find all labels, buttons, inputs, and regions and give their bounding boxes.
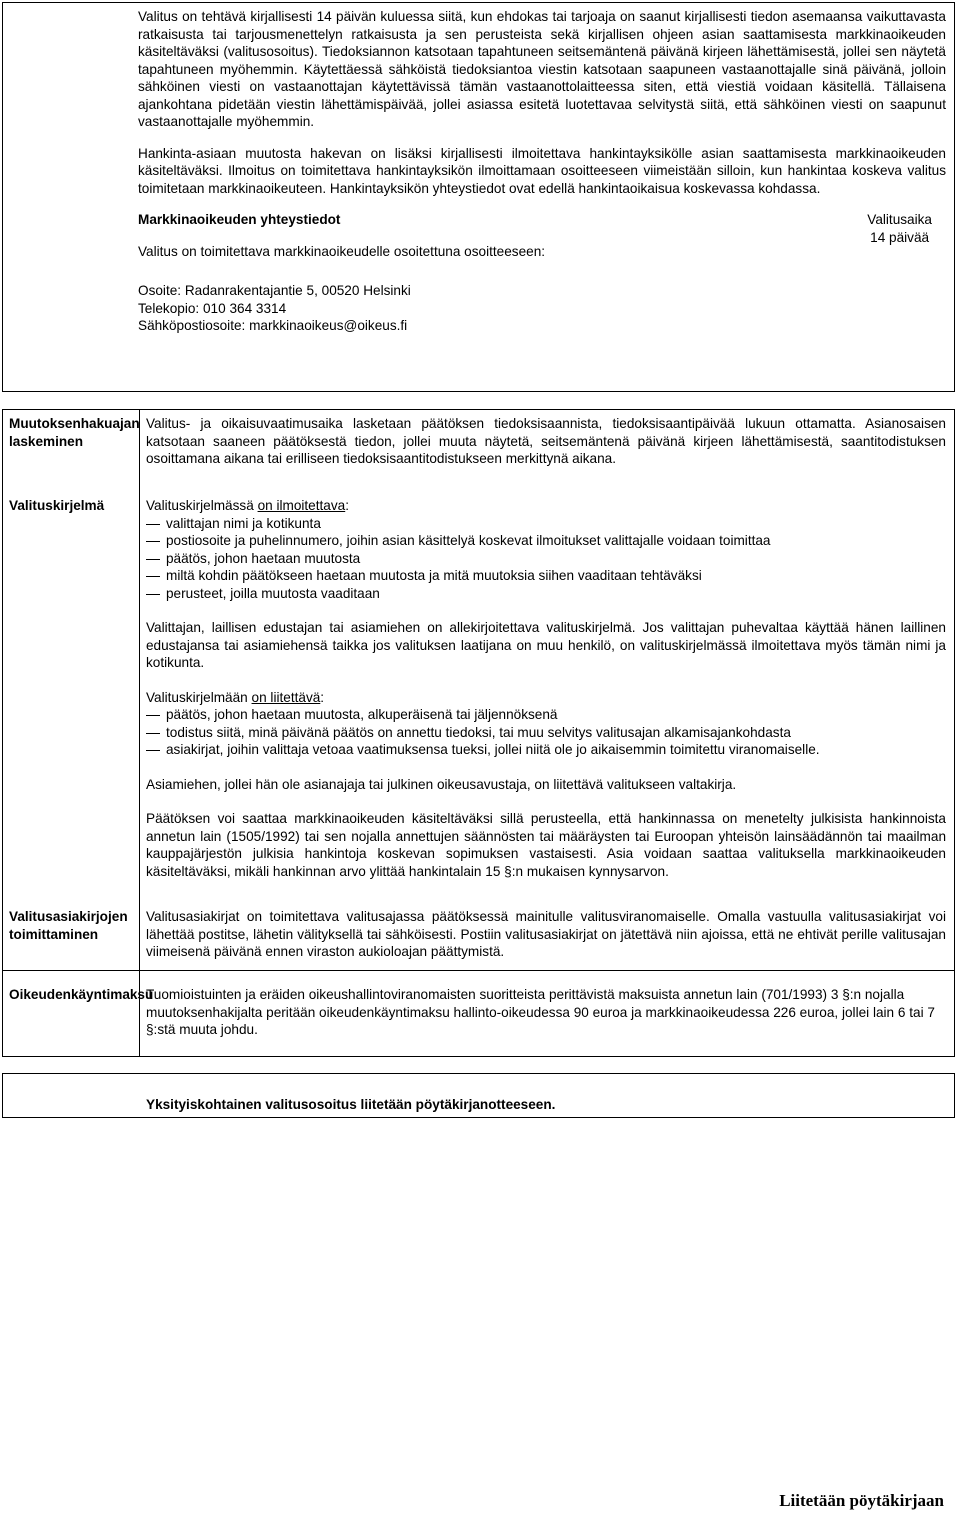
appeal-paragraph-2: Hankinta-asiaan muutosta hakevan on lisäksi kirjallisesti ilmoitettava hankintayksikölle asian saattamisesta markkinaoikeuden käsiteltäväksi. Ilmoitus on toimitettava hankintayksikön ilmoittamaan osoitteeseen viimeistään silloin, kun hankintaa koskeva valitus toimitetaan markkinaoikeuteen. Hankintayksikön yhteystiedot ovat edellä hankintaoikaisua koskevassa kohdassa. [138,145,946,196]
list-item: asiakirjat, joihin valittaja vetoaa vaatimuksensa tueksi, jollei niitä ole jo aikaisemmin toimitettu viranomaiselle. [146,741,946,759]
row-text-delivery: Valitusasiakirjat on toimitettava valitusajassa päätöksessä mainitulle valitusviranomaiselle. Omalla vastuulla valitusasiakirjat voi lähettää postitse, lähetin välityksellä tai sähköisesti. Postiin valitusasiakirjat on jätettävä niin ajoissa, että ne ehtivät perille valitusajan viimeisenä päivänä ennen viraston aukioloajan päättymistä. [146,909,946,959]
note-text: Yksityiskohtainen valitusosoitus liitetään pöytäkirjanotteeseen. [146,1097,556,1112]
letter-items-list [146,515,946,603]
list-item: miltä kohdin päätökseen haetaan muutosta ja mitä muutoksia siihen vaaditaan tehtäväksi [146,567,946,585]
appeal-paragraph-1: Valitus on tehtävä kirjallisesti 14 päivän kuluessa siitä, kun ehdokas tai tarjoaja on saanut kirjallisesti tiedon asemaansa vaikuttavasta ratkaisusta tai tarjousmenettelyn ratkaisusta ja sen perusteista sekä kirjallisen ohjeen asian saattamisesta markkinaoikeuden käsiteltäväksi (valitusosoitus). Tiedoksiannon katsotaan tapahtuneen seitsemäntenä päivänä kirjeen lähettämisestä, jollei sen näytetä tapahtuneen myöhemmin. Käytettäessä sähköistä tiedoksiantoa viestin katsotaan saapuneen vastaanottajalle sinä päivänä, jolloin sähköinen viesti on vastaanottajan käytettävissä tämän vastaanottolaitteessa siten, että viestiä voidaan käsitellä. Tällaisena ajankohtana pidetään viestin lähettämispäivää, jollei asiassa esitetä luotettavaa selvitystä siitä, että sähköinen viesti on saapunut vastaanottajalle myöhemmin. [138,9,946,129]
letter-grounds-text: Päätöksen voi saattaa markkinaoikeuden käsiteltäväksi sillä perusteella, että hankinnassa on menetelty julkisista hankinnoista annetun lain (1505/1992) tai sen nojalla annettujen säännösten tai määräysten tai Euroopan yhteisön lainsäädännön tai maailman kauppajärjestön julkisia hankintoja koskevan sopimuksen vastaisesti. Asia voidaan saattaa valituksella markkinaoikeuden käsiteltäväksi, mikäli hankinnan arvo ylittää hankintalain 15 §:n mukaisen kynnysarvon. [146,811,946,879]
fax-line: Telekopio: 010 364 3314 [138,300,287,316]
letter-attach-intro-a: Valituskirjelmään [146,689,252,705]
footer-text: Liitetään pöytäkirjaan [779,1491,944,1510]
letter-items-intro-u: on ilmoitettava [257,498,346,513]
letter-attach-intro-b: : [320,689,325,705]
list-item: perusteet, joilla muutosta vaaditaan [146,585,946,603]
list-item: päätös, johon haetaan muutosta [146,550,946,568]
deadline-label: Valitusaika [867,212,932,227]
contact-intro: Valitus on toimitettava markkinaoikeudelle osoitettuna osoitteeseen: [138,243,546,259]
appeal-content [138,8,946,335]
letter-attachments-list [146,706,946,759]
row-text-calc: Valitus- ja oikaisuvaatimusaika lasketaan päätöksen tiedoksisaannista, tiedoksisaantipäivää lukuun ottamatta. Asianosaisen katsotaan saaneen päätöksestä tiedon, jollei muuta näytetä, seitsemäntenä päivänä kirjeen lähettämisestä, saantitodistuksen osoittamana aikana tai erilliseen tiedoksisaantitodistukseen merkittynä aikana. [146,416,946,466]
list-item: päätös, johon haetaan muutosta, alkuperäisenä tai jäljennöksenä [146,706,946,724]
address-line: Osoite: Radanrakentajantie 5, 00520 Helsinki [138,283,411,298]
row-label-calc: Muutoksenhakuajan laskeminen [9,416,140,449]
row-label-letter: Valituskirjelmä [9,498,105,513]
row-label-fee: Oikeudenkäyntimaksu [9,987,154,1002]
row-label-delivery: Valitusasiakirjojen toimittaminen [9,909,128,942]
letter-attach-intro [146,689,946,707]
appeal-section [2,2,955,392]
list-item: postiosoite ja puhelinnumero, joihin asian käsittelyä koskevat ilmoitukset valittajalle voidaan toimittaa [146,532,946,550]
list-item: todistus siitä, minä päivänä päätös on annettu tiedoksi, tai muu selvitys valitusajan alkamisajankohdasta [146,724,946,742]
address-block [138,282,946,335]
letter-items-intro [146,497,946,515]
email-line: Sähköpostiosoite: markkinaoikeus@oikeus.fi [138,318,408,333]
row-divider [3,970,954,971]
instructions-table [2,409,955,1057]
row-content-letter [146,497,946,880]
contact-block [138,211,946,260]
deadline-value: 14 päivää [870,229,930,245]
list-item: valittajan nimi ja kotikunta [146,515,946,533]
contact-left [138,211,758,260]
letter-items-intro-b: : [345,498,349,513]
letter-proxy-text: Asiamiehen, jollei hän ole asianajaja tai julkinen oikeusavustaja, on liitettävä valitukseen valtakirja. [146,776,737,792]
deadline-block [867,211,932,246]
row-text-fee: Tuomioistuinten ja eräiden oikeushallintoviranomaisten suoritteista perittävistä maksuista annetun lain (701/1993) 3 §:n nojalla muutoksenhakijalta peritään oikeudenkäyntimaksu hallinto-oikeudessa 90 euroa ja markkinaoikeudessa 226 euroa, jollei lain 6 tai 7 §:stä muuta johdu. [146,987,935,1037]
letter-attach-intro-u: on liitettävä [251,689,321,705]
letter-sign-text: Valittajan, laillisen edustajan tai asiamiehen on allekirjoitettava valituskirjelmä. Jos valittajan puhevaltaa käyttää hänen laillinen edustajansa tai asiamiehensä taikka jos valituksen laatijana on muu henkilö, on valituskirjelmässä ilmoitettava myös tämän nimi ja kotikunta. [146,620,946,670]
note-box [2,1073,955,1118]
column-divider [139,410,140,1056]
contact-heading: Markkinaoikeuden yhteystiedot [138,212,341,227]
letter-items-intro-a: Valituskirjelmässä [146,498,258,513]
